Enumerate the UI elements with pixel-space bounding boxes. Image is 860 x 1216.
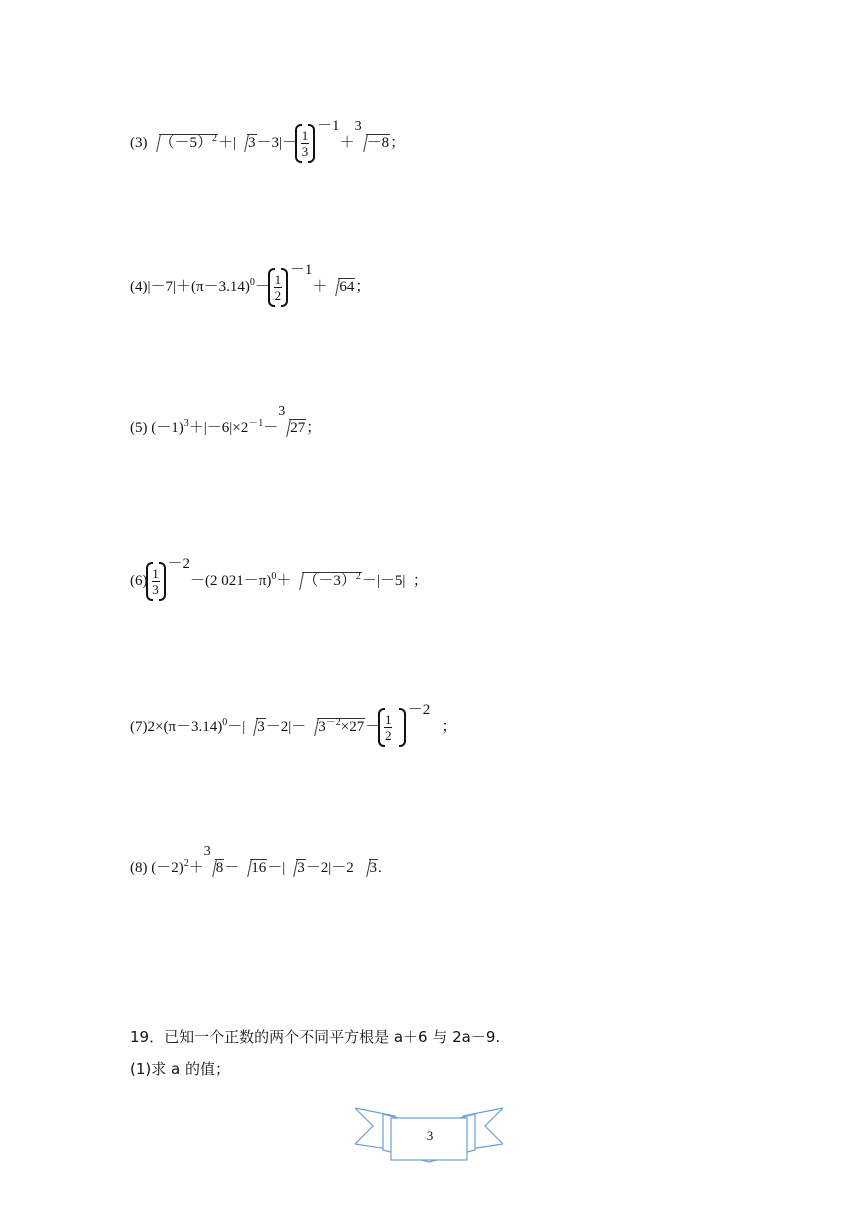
question-19-part-1: (1)求 a 的值； <box>130 1060 230 1078</box>
question-19-stem: 19．已知一个正数的两个不同平方根是 a＋6 与 2a－9. <box>130 1028 501 1046</box>
page-number: 3 <box>426 1128 434 1143</box>
problem-5: (5) $(-1)^3+|-6|\times 2^{-1}-$ 3 27； <box>130 404 322 436</box>
problem-4: $(4)|-7|+(\pi-3.14)^0-$ $\frac{1}{2}$ －1＋ 64； <box>130 262 371 303</box>
sqrt: $(-5)^2$ <box>150 133 219 153</box>
fraction-paren: $\frac{1}{3}$ <box>297 128 313 159</box>
problem-8: (8) $(-2)^2+$ 3 8－ 16－| 3－2|－2 3. <box>130 844 382 876</box>
problem-7: $(7)2\times(\pi-3.14)^0-|$ $3-2|- 3^{-2}\times 27-$ $\frac{1}{2}$ －2 ； <box>130 702 457 743</box>
problem-6: (6) $\frac{1}{3}$ －2－(2 $021-\pi)^0+ (-3)^2-|-5|$ ； <box>130 556 428 597</box>
problem-3: (3) $(-5)^2+|$ 3－3|－ $\frac{1}{3}$ －1＋ 3 －8； <box>130 118 406 159</box>
